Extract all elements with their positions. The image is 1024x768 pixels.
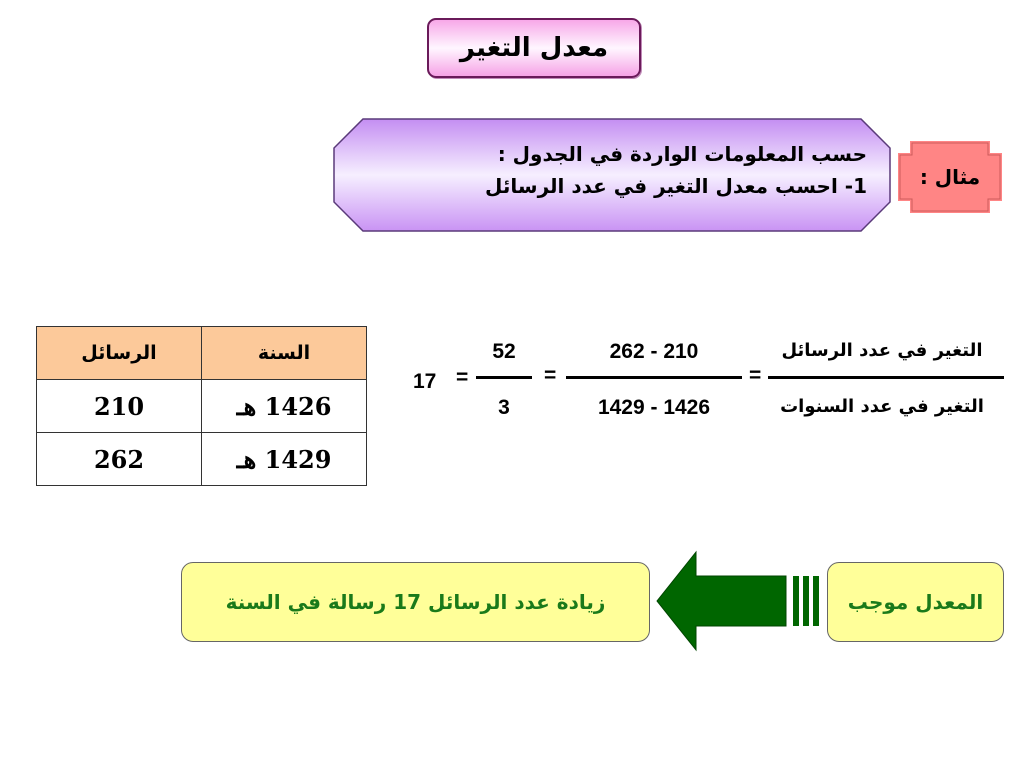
data-table bbox=[36, 326, 367, 486]
page-title: معدل التغير bbox=[427, 18, 641, 78]
formula-numerator-value: 52 bbox=[492, 340, 516, 363]
table-header-letters: الرسائل bbox=[37, 327, 202, 380]
table-header-row bbox=[37, 327, 367, 380]
formula-denominator-expr: 1429 - 1426 bbox=[597, 396, 711, 419]
formula-denominator-label: التغير في عدد السنوات bbox=[780, 396, 984, 417]
table-cell-letters: 262 bbox=[37, 433, 202, 486]
formula-result: 17 bbox=[413, 370, 437, 393]
formula-denominator-value: 3 bbox=[498, 396, 510, 419]
table-cell-letters: 210 bbox=[37, 380, 202, 433]
formula-fraction-bar-3 bbox=[476, 376, 532, 379]
table-row bbox=[37, 433, 367, 486]
equals-sign-3: = bbox=[456, 366, 469, 389]
table-row bbox=[37, 380, 367, 433]
table-cell-year: 1426 هـ bbox=[202, 380, 367, 433]
equals-sign-1: = bbox=[749, 364, 762, 387]
example-label-box bbox=[898, 141, 1002, 213]
table-header-year: السنة bbox=[202, 327, 367, 380]
positive-rate-label: المعدل موجب bbox=[847, 590, 984, 614]
example-label: مثال : bbox=[919, 165, 981, 189]
table-cell-year: 1429 هـ bbox=[202, 433, 367, 486]
left-arrow-icon bbox=[656, 550, 824, 652]
equals-sign-2: = bbox=[544, 364, 557, 387]
formula-fraction-bar-2 bbox=[566, 376, 742, 379]
formula-numerator-label: التغير في عدد الرسائل bbox=[781, 340, 983, 361]
task-line-2: 1- احسب معدل التغير في عدد الرسائل bbox=[485, 174, 867, 198]
formula-numerator-expr: 262 - 210 bbox=[609, 340, 699, 363]
formula-fraction-bar-1 bbox=[768, 376, 1004, 379]
task-box bbox=[333, 118, 891, 232]
task-line-1: حسب المعلومات الواردة في الجدول : bbox=[497, 142, 867, 166]
conclusion-text: زيادة عدد الرسائل 17 رسالة في السنة bbox=[225, 590, 606, 614]
positive-rate-box bbox=[827, 562, 1004, 642]
conclusion-box bbox=[181, 562, 650, 642]
